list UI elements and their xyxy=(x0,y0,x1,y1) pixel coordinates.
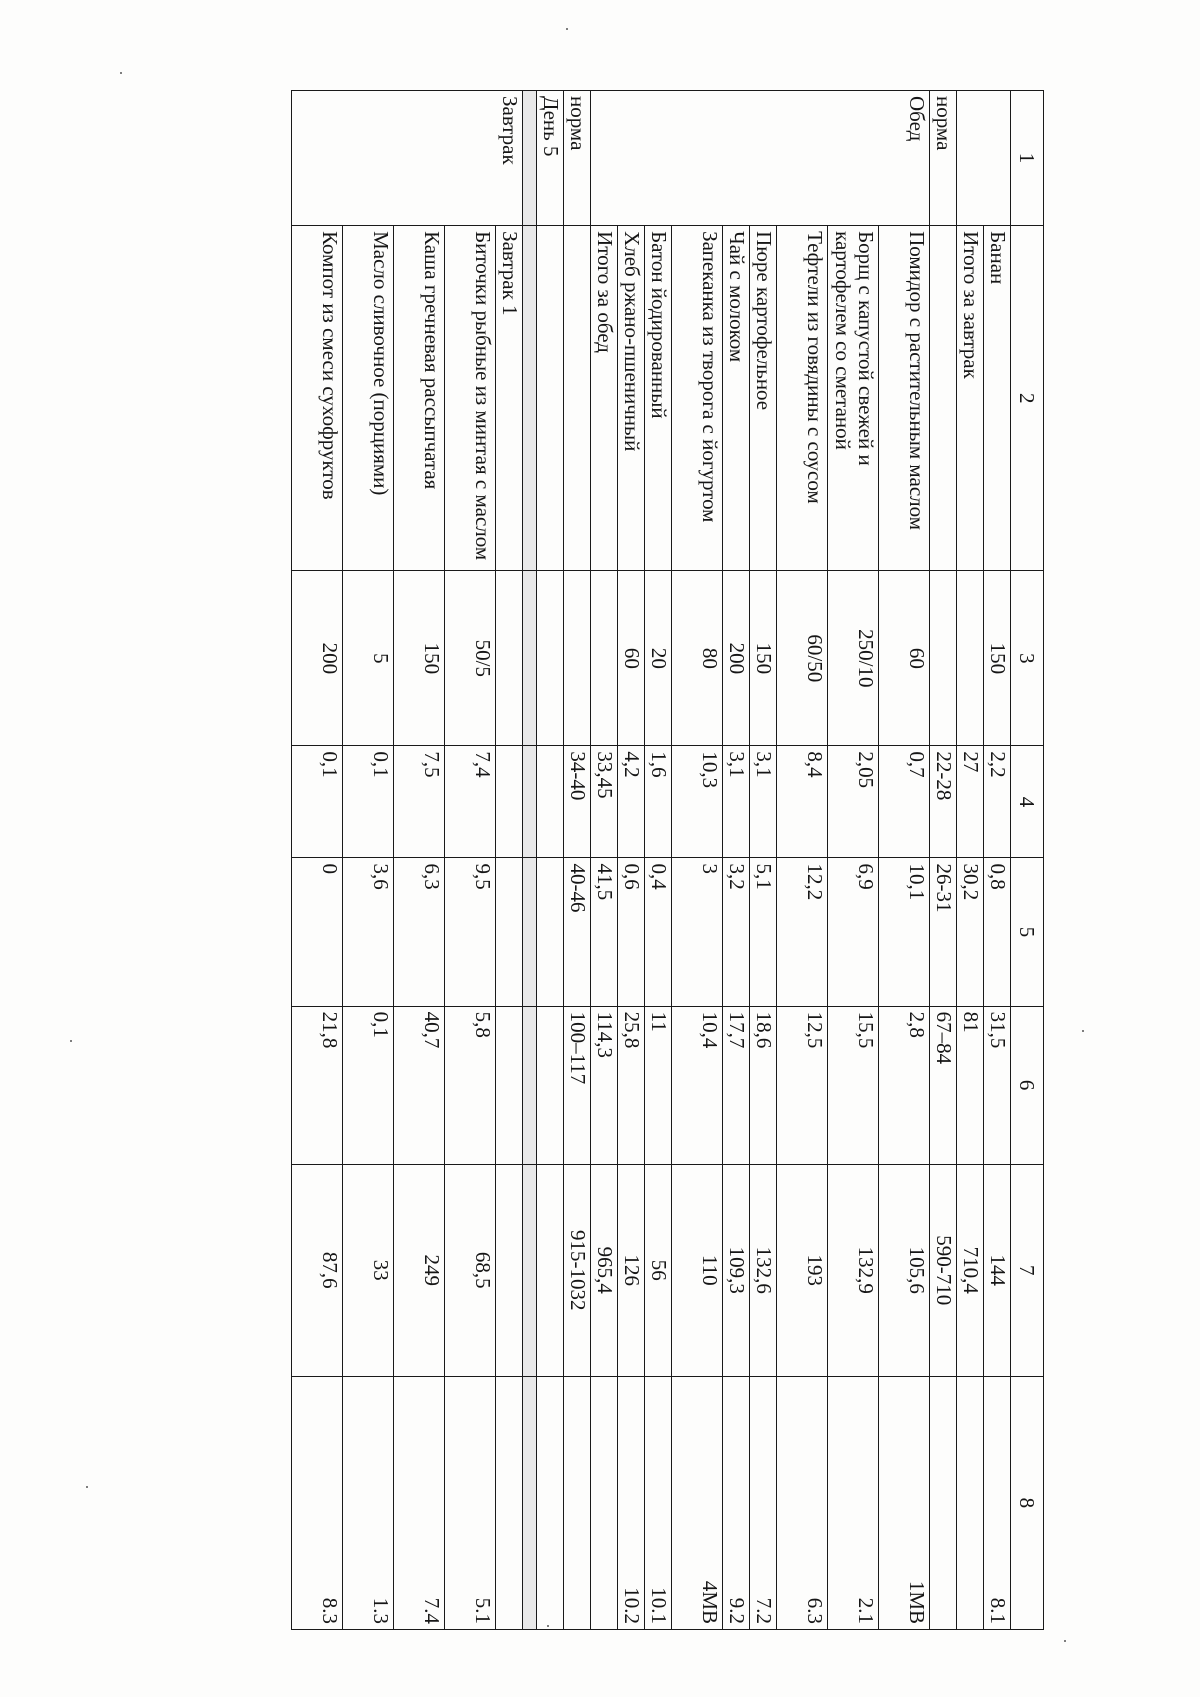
recipe-number-cell xyxy=(591,1376,618,1629)
protein-cell: 8,4 xyxy=(777,746,828,858)
sub-header: Завтрак 1 xyxy=(496,226,523,571)
portion-cell: 20 xyxy=(645,571,672,746)
dish-name xyxy=(564,226,591,571)
column-number: 3 xyxy=(1011,571,1044,746)
carbs-cell: 81 xyxy=(957,1006,984,1164)
total-row xyxy=(957,91,984,1630)
empty-cell xyxy=(537,746,564,858)
recipe-number-cell: 8.1 xyxy=(984,1376,1011,1629)
carbs-cell: 2,8 xyxy=(879,1006,930,1164)
portion-cell: 250/10 xyxy=(828,571,879,746)
recipe-number-cell: 6.3 xyxy=(777,1376,828,1629)
portion-cell: 50/5 xyxy=(445,571,496,746)
kcal-cell: 144 xyxy=(984,1164,1011,1376)
kcal-cell: 249 xyxy=(394,1164,445,1376)
total-row xyxy=(591,91,618,1630)
table-row xyxy=(645,91,672,1630)
empty-cell xyxy=(496,1164,523,1376)
table-row xyxy=(984,91,1011,1630)
kcal-cell: 965,4 xyxy=(591,1164,618,1376)
protein-cell: 0,1 xyxy=(292,746,343,858)
protein-cell: 34-40 xyxy=(564,746,591,858)
table-row xyxy=(723,91,750,1630)
protein-cell: 0,1 xyxy=(343,746,394,858)
total-label: Итого за обед xyxy=(591,226,618,571)
protein-cell: 0,7 xyxy=(879,746,930,858)
fat-cell: 40-46 xyxy=(564,858,591,1006)
kcal-cell: 590-710 xyxy=(930,1164,957,1376)
dish-name: Масло сливочное (порциями) xyxy=(343,226,394,571)
scan-speck xyxy=(1082,1030,1084,1032)
protein-cell: 7,4 xyxy=(445,746,496,858)
column-number: 1 xyxy=(1011,91,1044,226)
carbs-cell: 25,8 xyxy=(618,1006,645,1164)
protein-cell: 7,5 xyxy=(394,746,445,858)
dish-name: Помидор с растительным маслом xyxy=(879,226,930,571)
total-label: Итого за завтрак xyxy=(957,226,984,571)
table-row xyxy=(828,91,879,1630)
carbs-cell: 21,8 xyxy=(292,1006,343,1164)
empty-cell xyxy=(537,226,564,571)
table-row xyxy=(618,91,645,1630)
portion-cell: 150 xyxy=(394,571,445,746)
fat-cell: 0,6 xyxy=(618,858,645,1006)
recipe-number-cell xyxy=(564,1376,591,1629)
carbs-cell: 15,5 xyxy=(828,1006,879,1164)
norm-label: норма xyxy=(930,91,957,226)
kcal-cell: 132,6 xyxy=(750,1164,777,1376)
recipe-number-cell: 7.2 xyxy=(750,1376,777,1629)
protein-cell: 1,6 xyxy=(645,746,672,858)
meal-label-cell: Обед xyxy=(591,91,930,226)
meal-label-cell: Завтрак xyxy=(292,91,523,226)
empty-cell xyxy=(523,226,537,571)
fat-cell: 6,3 xyxy=(394,858,445,1006)
portion-cell: 80 xyxy=(672,571,723,746)
norm-label: норма xyxy=(564,91,591,226)
recipe-number-cell: 8.3 xyxy=(292,1376,343,1629)
kcal-cell: 126 xyxy=(618,1164,645,1376)
recipe-number-cell: 2.1 xyxy=(828,1376,879,1629)
table-row xyxy=(672,91,723,1630)
empty-cell xyxy=(523,1006,537,1164)
fat-cell: 0,8 xyxy=(984,858,1011,1006)
norm-row xyxy=(930,91,957,1630)
portion-cell xyxy=(957,571,984,746)
fat-cell: 5,1 xyxy=(750,858,777,1006)
carbs-cell: 67–84 xyxy=(930,1006,957,1164)
menu-table xyxy=(291,90,1044,1630)
recipe-number-cell: 7.4 xyxy=(394,1376,445,1629)
carbs-cell: 12,5 xyxy=(777,1006,828,1164)
fat-cell: 12,2 xyxy=(777,858,828,1006)
fat-cell: 6,9 xyxy=(828,858,879,1006)
empty-cell xyxy=(523,1376,537,1629)
day-label: День 5 xyxy=(537,91,564,226)
separator-row xyxy=(523,91,537,1630)
kcal-cell: 915-1032 xyxy=(564,1164,591,1376)
kcal-cell: 56 xyxy=(645,1164,672,1376)
recipe-number-cell: 5.1 xyxy=(445,1376,496,1629)
dish-name: Компот из смеси сухофруктов xyxy=(292,226,343,571)
dish-name: Тефтели из говядины с соусом xyxy=(777,226,828,571)
carbs-cell: 0,1 xyxy=(343,1006,394,1164)
empty-cell xyxy=(523,91,537,226)
portion-cell: 150 xyxy=(750,571,777,746)
carbs-cell: 10,4 xyxy=(672,1006,723,1164)
dish-name: Биточки рыбные из минтая с маслом xyxy=(445,226,496,571)
dish-name: Пюре картофельное xyxy=(750,226,777,571)
recipe-number-cell: 9.2 xyxy=(723,1376,750,1629)
portion-cell xyxy=(564,571,591,746)
scan-speck xyxy=(547,1625,549,1627)
kcal-cell: 109,3 xyxy=(723,1164,750,1376)
portion-cell: 5 xyxy=(343,571,394,746)
empty-cell xyxy=(537,571,564,746)
fat-cell: 26-31 xyxy=(930,858,957,1006)
fat-cell: 10,1 xyxy=(879,858,930,1006)
kcal-cell: 68,5 xyxy=(445,1164,496,1376)
recipe-number-cell: 10.2 xyxy=(618,1376,645,1629)
dish-name: Чай с молоком xyxy=(723,226,750,571)
dish-name: Банан xyxy=(984,226,1011,571)
recipe-number-cell: 1МВ xyxy=(879,1376,930,1629)
column-number: 4 xyxy=(1011,746,1044,858)
column-number: 6 xyxy=(1011,1006,1044,1164)
empty-cell xyxy=(523,571,537,746)
table-row xyxy=(343,91,394,1630)
protein-cell: 27 xyxy=(957,746,984,858)
empty-cell xyxy=(523,746,537,858)
carbs-cell: 17,7 xyxy=(723,1006,750,1164)
kcal-cell: 33 xyxy=(343,1164,394,1376)
empty-cell xyxy=(537,1164,564,1376)
fat-cell: 3 xyxy=(672,858,723,1006)
carbs-cell: 100–117 xyxy=(564,1006,591,1164)
protein-cell: 10,3 xyxy=(672,746,723,858)
dish-name: Каша гречневая рассыпчатая xyxy=(394,226,445,571)
protein-cell: 3,1 xyxy=(750,746,777,858)
portion-cell: 60 xyxy=(879,571,930,746)
table-row xyxy=(777,91,828,1630)
carbs-cell: 11 xyxy=(645,1006,672,1164)
recipe-number-cell: 1.3 xyxy=(343,1376,394,1629)
kcal-cell: 193 xyxy=(777,1164,828,1376)
fat-cell: 0 xyxy=(292,858,343,1006)
protein-cell: 3,1 xyxy=(723,746,750,858)
fat-cell: 41,5 xyxy=(591,858,618,1006)
fat-cell: 3,6 xyxy=(343,858,394,1006)
protein-cell: 4,2 xyxy=(618,746,645,858)
table-row xyxy=(750,91,777,1630)
column-number: 2 xyxy=(1011,226,1044,571)
table-row xyxy=(445,91,496,1630)
recipe-number-cell xyxy=(930,1376,957,1629)
empty-cell xyxy=(496,1006,523,1164)
carbs-cell: 31,5 xyxy=(984,1006,1011,1164)
portion-cell xyxy=(930,571,957,746)
empty-cell xyxy=(523,858,537,1006)
meal-label-cell xyxy=(957,91,1011,226)
column-number: 5 xyxy=(1011,858,1044,1006)
kcal-cell: 132,9 xyxy=(828,1164,879,1376)
scan-speck xyxy=(566,28,568,30)
protein-cell: 2,2 xyxy=(984,746,1011,858)
empty-cell xyxy=(537,858,564,1006)
column-number-row xyxy=(1011,91,1044,1630)
empty-cell xyxy=(496,858,523,1006)
carbs-cell: 114,3 xyxy=(591,1006,618,1164)
scan-speck xyxy=(120,72,122,74)
fat-cell: 3,2 xyxy=(723,858,750,1006)
portion-cell: 60/50 xyxy=(777,571,828,746)
portion-cell: 60 xyxy=(618,571,645,746)
day-header-row xyxy=(537,91,564,1630)
kcal-cell: 105,6 xyxy=(879,1164,930,1376)
empty-cell xyxy=(496,746,523,858)
empty-cell xyxy=(523,1164,537,1376)
kcal-cell: 710,4 xyxy=(957,1164,984,1376)
recipe-number-cell: 10.1 xyxy=(645,1376,672,1629)
empty-cell xyxy=(496,571,523,746)
portion-cell: 200 xyxy=(723,571,750,746)
scan-speck xyxy=(86,1486,88,1488)
column-number: 8 xyxy=(1011,1376,1044,1629)
fat-cell: 9,5 xyxy=(445,858,496,1006)
empty-cell xyxy=(537,1376,564,1629)
norm-row xyxy=(564,91,591,1630)
table-row xyxy=(394,91,445,1630)
carbs-cell: 5,8 xyxy=(445,1006,496,1164)
recipe-number-cell: 4МВ xyxy=(672,1376,723,1629)
empty-cell xyxy=(537,1006,564,1164)
kcal-cell: 87,6 xyxy=(292,1164,343,1376)
dish-name: Хлеб ржано-пшеничный xyxy=(618,226,645,571)
portion-cell xyxy=(591,571,618,746)
portion-cell: 200 xyxy=(292,571,343,746)
scan-speck xyxy=(1064,1640,1066,1642)
fat-cell: 30,2 xyxy=(957,858,984,1006)
table-row xyxy=(292,91,343,1630)
protein-cell: 22-28 xyxy=(930,746,957,858)
dish-name: Запеканка из творога с йогуртом xyxy=(672,226,723,571)
carbs-cell: 40,7 xyxy=(394,1006,445,1164)
sub-header-row xyxy=(496,91,523,1630)
kcal-cell: 110 xyxy=(672,1164,723,1376)
table-row xyxy=(879,91,930,1630)
column-number: 7 xyxy=(1011,1164,1044,1376)
menu-table-rotated xyxy=(94,90,1044,1630)
portion-cell: 150 xyxy=(984,571,1011,746)
carbs-cell: 18,6 xyxy=(750,1006,777,1164)
recipe-number-cell xyxy=(957,1376,984,1629)
dish-name: Борщ с капустой свежей и картофелем со сметаной xyxy=(828,226,879,571)
protein-cell: 33,45 xyxy=(591,746,618,858)
dish-name xyxy=(930,226,957,571)
empty-cell xyxy=(496,1376,523,1629)
dish-name: Батон йодированный xyxy=(645,226,672,571)
protein-cell: 2,05 xyxy=(828,746,879,858)
scan-speck xyxy=(70,1040,72,1042)
fat-cell: 0,4 xyxy=(645,858,672,1006)
